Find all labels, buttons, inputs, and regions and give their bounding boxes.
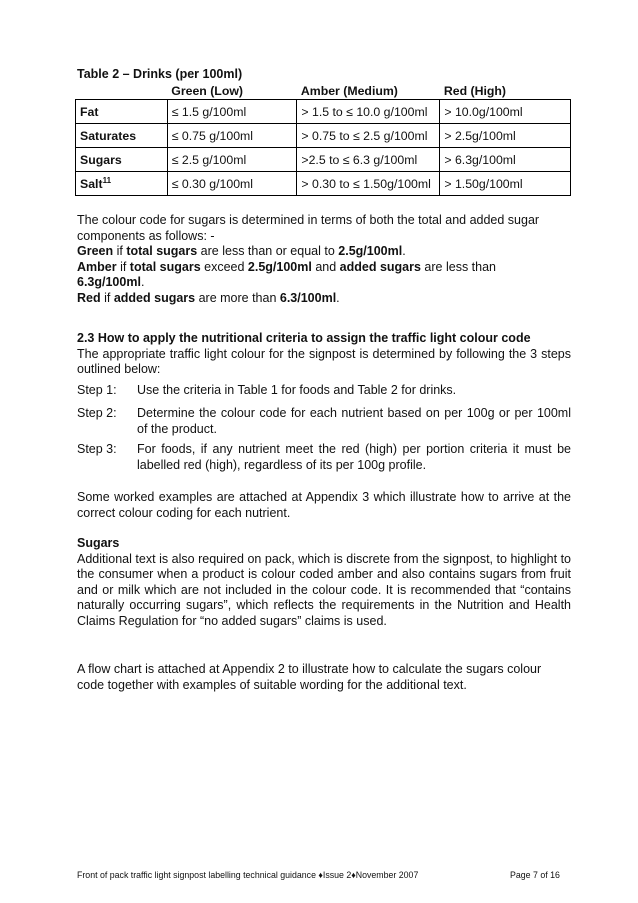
footer-left: Front of pack traffic light signpost labelling technical guidance ♦Issue 2♦November 2007 — [77, 870, 419, 880]
step-text: For foods, if any nutrient meet the red (high) per portion criteria it must be labelled red (high), regardless of its per 100g profile. — [137, 442, 571, 472]
sugars-body: Additional text is also required on pack, which is discrete from the signpost, to highlight to the consumer when a product is colour coded amber and also contains sugars from fruit and or milk which are not included in the colour code. It is recommended that “contains naturally occurring sugars”, which reflects the requirements in the Nutrition and Health Claims Regulation for “no added sugars” claims is used. — [77, 551, 571, 628]
green-rule: Green if total sugars are less than or equal to 2.5g/100ml. — [77, 244, 406, 258]
table-row — [76, 148, 571, 172]
section-intro: The appropriate traffic light colour for the signpost is determined by following the 3 steps outlined below: — [77, 346, 571, 376]
table-row — [76, 124, 571, 148]
green-threshold-cell: ≤ 2.5 g/100ml — [167, 148, 297, 172]
table-header-cell: Amber (Medium) — [300, 83, 398, 98]
table-header-cell: Green (Low) — [171, 83, 243, 98]
red-threshold-cell: > 2.5g/100ml — [440, 124, 571, 148]
footnote-ref: 11 — [102, 175, 112, 185]
green-threshold-cell: ≤ 1.5 g/100ml — [167, 100, 297, 124]
step-label: Step 2: — [77, 406, 117, 420]
worked-examples-paragraph: Some worked examples are attached at Appendix 3 which illustrate how to arrive at the correct colour coding for each nutrient. — [77, 490, 571, 520]
table-row — [76, 100, 571, 124]
page-number: Page 7 of 16 — [510, 870, 560, 880]
green-threshold-cell: ≤ 0.30 g/100ml — [167, 172, 297, 196]
section-heading: 2.3 How to apply the nutritional criteria to assign the traffic light colour code — [77, 331, 531, 345]
amber-threshold-cell: > 1.5 to ≤ 10.0 g/100ml — [297, 100, 440, 124]
amber-threshold-cell: > 0.75 to ≤ 2.5 g/100ml — [297, 124, 440, 148]
sugars-code-paragraph — [77, 213, 571, 306]
red-threshold-cell: > 1.50g/100ml — [440, 172, 571, 196]
step-label: Step 3: — [77, 442, 117, 456]
amber-threshold-cell: >2.5 to ≤ 6.3 g/100ml — [297, 148, 440, 172]
amber-threshold-cell: > 0.30 to ≤ 1.50g/100ml — [297, 172, 440, 196]
red-threshold-cell: > 10.0g/100ml — [440, 100, 571, 124]
table-header-cell — [76, 82, 168, 100]
red-rule: Red if added sugars are more than 6.3/100ml. — [77, 290, 340, 305]
nutrient-label: Sugars — [76, 148, 168, 172]
step-label: Step 1: — [77, 383, 117, 397]
sugars-code-intro: The colour code for sugars is determined in terms of both the total and added sugar components as follows: - — [77, 213, 540, 243]
green-threshold-cell: ≤ 0.75 g/100ml — [167, 124, 297, 148]
table-title: Table 2 – Drinks (per 100ml) — [77, 67, 243, 81]
step-text: Determine the colour code for each nutrient based on per 100g or per 100ml of the product. — [137, 406, 571, 436]
flow-chart-paragraph: A flow chart is attached at Appendix 2 to illustrate how to calculate the sugars colour code together with examples of suitable wording for the additional text. — [77, 662, 542, 692]
nutrient-label: Fat — [76, 100, 168, 124]
sugars-section — [77, 536, 571, 629]
table-header-cell: Red (High) — [443, 83, 507, 98]
table-header-row — [76, 82, 571, 100]
section-2-3 — [77, 331, 571, 378]
nutrient-label: Saturates — [76, 124, 168, 148]
nutrient-label: Salt$^{11}$ — [76, 172, 168, 196]
step-text: Use the criteria in Table 1 for foods and Table 2 for drinks. — [137, 383, 457, 397]
drinks-criteria-table — [75, 82, 571, 196]
section-heading: Sugars — [77, 536, 120, 550]
amber-rule: Amber if total sugars exceed 2.5g/100ml and added sugars are less than 6.3g/100ml. — [77, 259, 496, 289]
red-threshold-cell: > 6.3g/100ml — [440, 148, 571, 172]
table-row — [76, 172, 571, 196]
